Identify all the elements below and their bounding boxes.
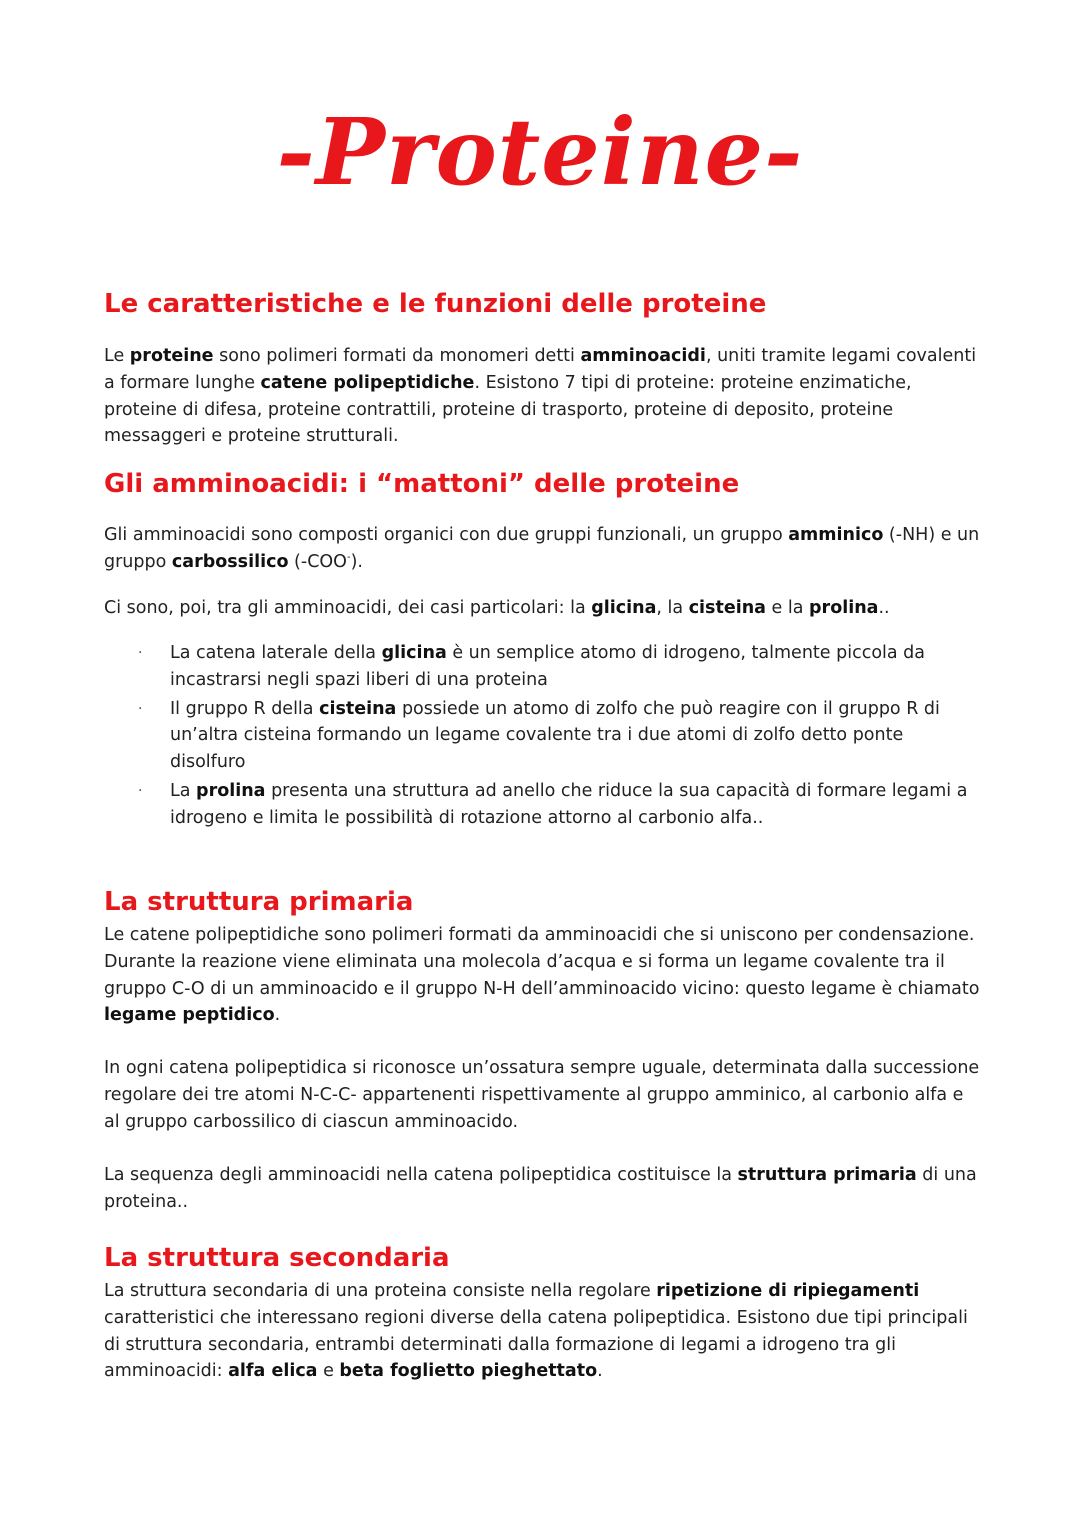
paragraph-struttura-secondaria: La struttura secondaria di una proteina consiste nella regolare ripetizione di ripiegamenti caratteristici che interessano regioni diverse della catena polipeptidica. Esistono due tipi principali di struttura secondaria, entrambi determinati dalla formazione di legami a idrogeno tra gli amminoacidi: alfa elica e beta foglietto pieghettato.	[104, 1281, 968, 1382]
paragraph-legame-peptidico: Le catene polipeptidiche sono polimeri formati da amminoacidi che si uniscono per condensazione. Durante la reazione viene eliminata una molecola d’acqua e si forma un legame covalente tra il gruppo C-O di un amminoacido e il gruppo N-H dell’amminoacido vicino: questo legame è chiamato legame peptidico.	[104, 925, 980, 1026]
list-item-glicina: · La catena laterale della glicina è un semplice atomo di idrogeno, talmente piccola da incastrarsi negli spazi liberi di una proteina	[104, 640, 984, 694]
heading-caratteristiche: Le caratteristiche e le funzioni delle proteine	[104, 289, 767, 319]
heading-struttura-secondaria: La struttura secondaria	[104, 1243, 450, 1273]
heading-amminoacidi: Gli amminoacidi: i “mattoni” delle proteine	[104, 469, 740, 499]
heading-struttura-primaria: La struttura primaria	[104, 887, 414, 917]
bullet-dot-icon: ·	[138, 645, 143, 661]
paragraph-sequenza: La sequenza degli amminoacidi nella catena polipeptidica costituisce la struttura primaria di una proteina..	[104, 1165, 977, 1212]
paragraph-amminoacidi-gruppi: Gli amminoacidi sono composti organici con due gruppi funzionali, un gruppo amminico (-NH) e un gruppo carbossilico (-COO-).	[104, 525, 980, 572]
bullet-dot-icon: ·	[138, 700, 143, 717]
paragraph-casi-particolari: Ci sono, poi, tra gli amminoacidi, dei casi particolari: la glicina, la cisteina e la prolina..	[104, 598, 890, 618]
page-title: -Proteine-	[276, 98, 804, 206]
list-item-cisteina: · Il gruppo R della cisteina possiede un atomo di zolfo che può reagire con il gruppo R di un’altra cisteina formando un legame covalente tra i due atomi di zolfo detto ponte disolfuro	[104, 696, 984, 776]
list-item-prolina: · La prolina presenta una struttura ad anello che riduce la sua capacità di formare legami a idrogeno e limita le possibilità di rotazione attorno al carbonio alfa..	[104, 778, 984, 832]
bullet-dot-icon: ·	[138, 782, 143, 799]
paragraph-caratteristiche: Le proteine sono polimeri formati da monomeri detti amminoacidi, uniti tramite legami covalenti a formare lunghe catene polipeptidiche. Esistono 7 tipi di proteine: proteine enzimatiche, proteine di difesa, proteine contrattili, proteine di trasporto, proteine di deposito, proteine messaggeri e proteine strutturali.	[104, 346, 977, 447]
amminoacidi-bullet-list	[104, 640, 984, 834]
paragraph-ossatura: In ogni catena polipeptidica si riconosce un’ossatura sempre uguale, determinata dalla successione regolare dei tre atomi N-C-C- appartenenti rispettivamente al gruppo amminico, al carbonio alfa e al gruppo carbossilico di ciascun amminoacido.	[104, 1058, 980, 1132]
